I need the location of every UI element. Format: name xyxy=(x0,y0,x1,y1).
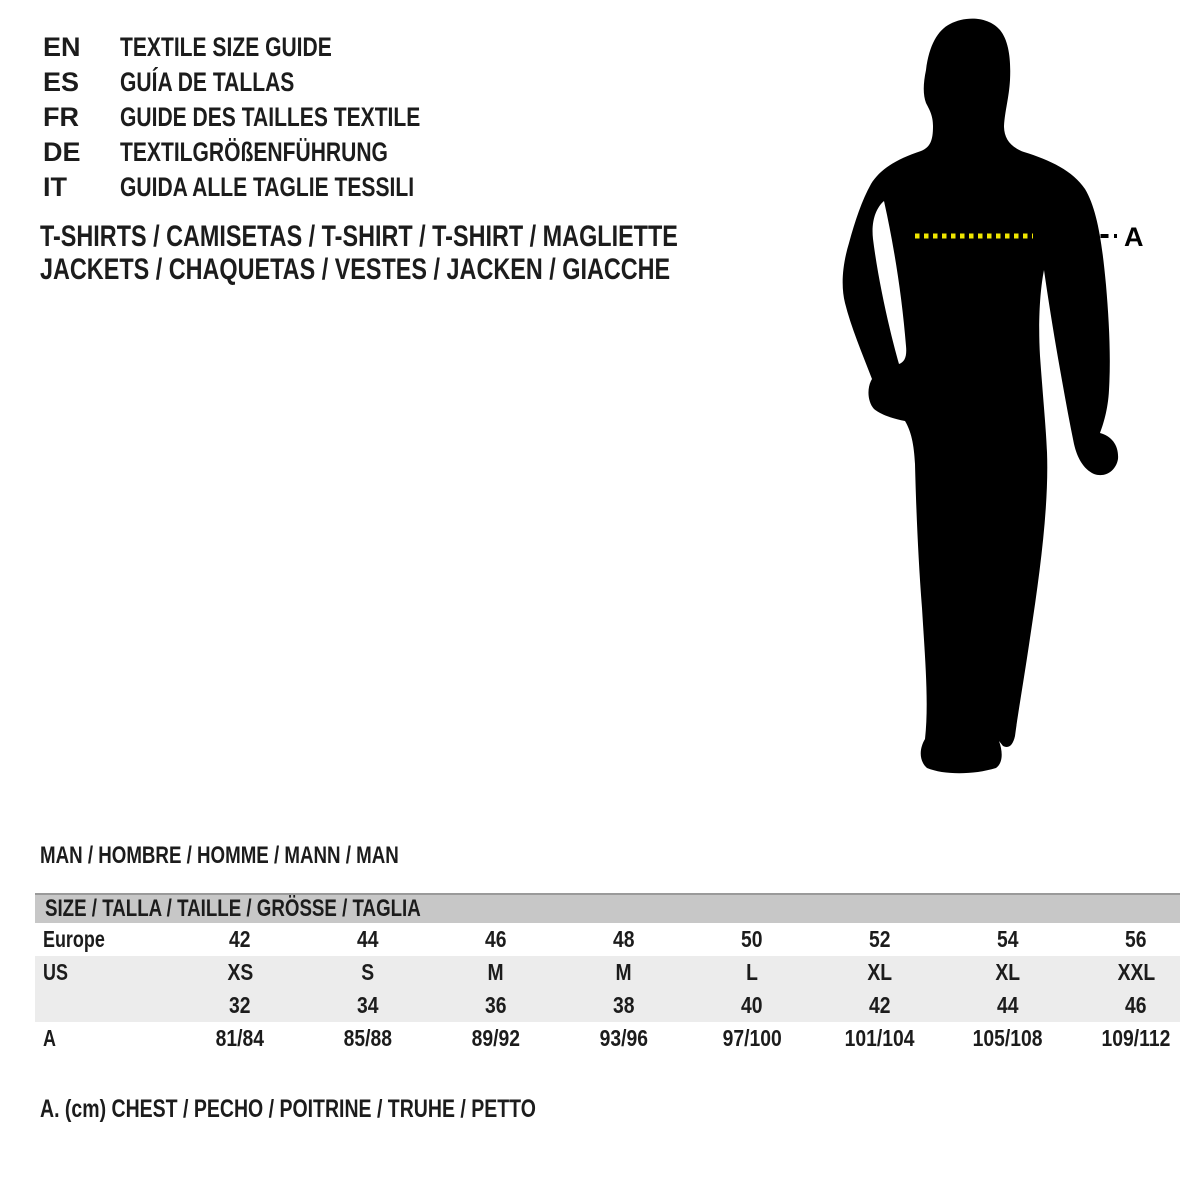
table-cell xyxy=(688,926,816,953)
table-cell-text: 93/96 xyxy=(599,1025,649,1051)
table-cell-text: 42 xyxy=(229,926,251,952)
measure-legend-text: A. (cm) CHEST / PECHO / POITRINE / TRUHE / PETTO xyxy=(40,1094,536,1123)
language-row-en xyxy=(43,30,505,65)
language-guide-title xyxy=(120,32,505,63)
table-cell-text: 56 xyxy=(1125,926,1147,952)
language-row-es xyxy=(43,65,505,100)
table-cell xyxy=(816,926,944,953)
table-row-label-text: A xyxy=(43,1025,56,1051)
category-line xyxy=(40,220,858,253)
table-cell-text: XL xyxy=(867,959,893,985)
table-row-label xyxy=(35,992,176,1019)
table-cell xyxy=(560,992,688,1019)
language-code: FR xyxy=(43,102,79,132)
category-line xyxy=(40,253,858,286)
language-code: ES xyxy=(43,67,80,97)
table-cell xyxy=(432,1025,560,1052)
measure-legend xyxy=(40,1094,676,1124)
table-cell-text: 109/112 xyxy=(1101,1025,1171,1051)
language-guide-title-text: GUIDE DES TAILLES TEXTILE xyxy=(120,102,421,132)
table-row xyxy=(35,923,1200,956)
language-row-de xyxy=(43,135,505,170)
table-cell xyxy=(432,926,560,953)
table-cell-text: 50 xyxy=(741,926,763,952)
table-cell-text: 34 xyxy=(357,992,379,1018)
table-cell-text: 38 xyxy=(613,992,635,1018)
table-cell xyxy=(176,926,304,953)
table-cell xyxy=(1072,992,1200,1019)
table-cell xyxy=(1072,1025,1200,1052)
table-cell xyxy=(688,992,816,1019)
table-cell xyxy=(1072,959,1200,986)
table-header-row xyxy=(35,893,1180,923)
table-cell-text: 42 xyxy=(869,992,891,1018)
table-cell xyxy=(816,1025,944,1052)
table-cell-text: 89/92 xyxy=(471,1025,521,1051)
table-cell-text: 44 xyxy=(357,926,379,952)
table-cell-text: 44 xyxy=(997,992,1019,1018)
language-guide-title-text: TEXTILE SIZE GUIDE xyxy=(120,32,332,62)
table-cell xyxy=(176,992,304,1019)
table-cell xyxy=(176,1025,304,1052)
table-row-label xyxy=(35,1025,176,1052)
table-row-label-text: US xyxy=(43,959,68,985)
language-guide-title-text: TEXTILGRÖßENFÜHRUNG xyxy=(120,137,388,167)
language-guide-title-text: GUIDA ALLE TAGLIE TESSILI xyxy=(120,172,415,202)
category-list xyxy=(40,220,858,286)
table-cell xyxy=(560,1025,688,1052)
table-cell-text: S xyxy=(361,959,375,985)
table-cell xyxy=(944,959,1072,986)
table-cell-text: M xyxy=(487,959,505,985)
table-row-label xyxy=(35,959,176,986)
table-cell-text: 46 xyxy=(1125,992,1147,1018)
measure-label-a: A xyxy=(1124,222,1144,252)
table-cell-text: 101/104 xyxy=(845,1025,915,1051)
table-row xyxy=(35,956,1200,989)
language-code: IT xyxy=(43,172,67,202)
table-cell-text: 36 xyxy=(485,992,507,1018)
table-header-text: SIZE / TALLA / TAILLE / GRÖSSE / TAGLIA xyxy=(45,895,421,922)
language-title-list xyxy=(43,30,505,205)
table-row xyxy=(35,1022,1200,1055)
table-cell-text: XL xyxy=(995,959,1021,985)
table-cell xyxy=(560,959,688,986)
language-guide-title xyxy=(120,102,505,133)
table-cell-text: 97/100 xyxy=(722,1025,782,1051)
language-guide-title xyxy=(120,172,505,203)
table-row-label xyxy=(35,926,176,953)
table-cell-text: XXL xyxy=(1117,959,1155,985)
table-cell xyxy=(944,926,1072,953)
table-body xyxy=(35,923,1200,1055)
man-silhouette-figure xyxy=(820,0,1200,800)
table-cell xyxy=(304,926,432,953)
table-cell xyxy=(304,959,432,986)
table-cell xyxy=(816,992,944,1019)
language-guide-title xyxy=(120,137,505,168)
table-cell xyxy=(944,992,1072,1019)
language-code: DE xyxy=(43,137,81,167)
table-cell-text: 81/84 xyxy=(215,1025,265,1051)
table-cell-text: 32 xyxy=(229,992,251,1018)
table-cell-text: 52 xyxy=(869,926,891,952)
section-title-text: MAN / HOMBRE / HOMME / MANN / MAN xyxy=(40,842,399,869)
table-cell xyxy=(432,959,560,986)
table-cell xyxy=(304,1025,432,1052)
table-cell xyxy=(688,1025,816,1052)
table-cell xyxy=(688,959,816,986)
language-code: EN xyxy=(43,32,81,62)
table-cell xyxy=(816,959,944,986)
language-row-it xyxy=(43,170,505,205)
category-line-text: JACKETS / CHAQUETAS / VESTES / JACKEN / GIACCHE xyxy=(40,252,671,286)
table-cell xyxy=(1072,926,1200,953)
size-table xyxy=(35,893,1200,1055)
section-title xyxy=(40,843,500,869)
language-row-fr xyxy=(43,100,505,135)
table-row xyxy=(35,989,1200,1022)
man-silhouette xyxy=(843,19,1118,774)
table-cell xyxy=(304,992,432,1019)
table-cell xyxy=(560,926,688,953)
table-cell xyxy=(944,1025,1072,1052)
table-row-label-text: Europe xyxy=(43,926,105,952)
table-cell-text: M xyxy=(615,959,633,985)
language-guide-title xyxy=(120,67,505,98)
table-cell-text: 85/88 xyxy=(343,1025,393,1051)
table-cell-text: L xyxy=(746,959,758,985)
table-cell-text: 40 xyxy=(741,992,763,1018)
table-cell-text: 105/108 xyxy=(973,1025,1043,1051)
table-cell-text: XS xyxy=(227,959,253,985)
table-cell xyxy=(176,959,304,986)
table-cell-text: 54 xyxy=(997,926,1019,952)
table-cell xyxy=(432,992,560,1019)
language-guide-title-text: GUÍA DE TALLAS xyxy=(120,67,295,97)
table-cell-text: 48 xyxy=(613,926,635,952)
table-cell-text: 46 xyxy=(485,926,507,952)
category-line-text: T-SHIRTS / CAMISETAS / T-SHIRT / T-SHIRT / MAGLIETTE xyxy=(40,219,678,253)
